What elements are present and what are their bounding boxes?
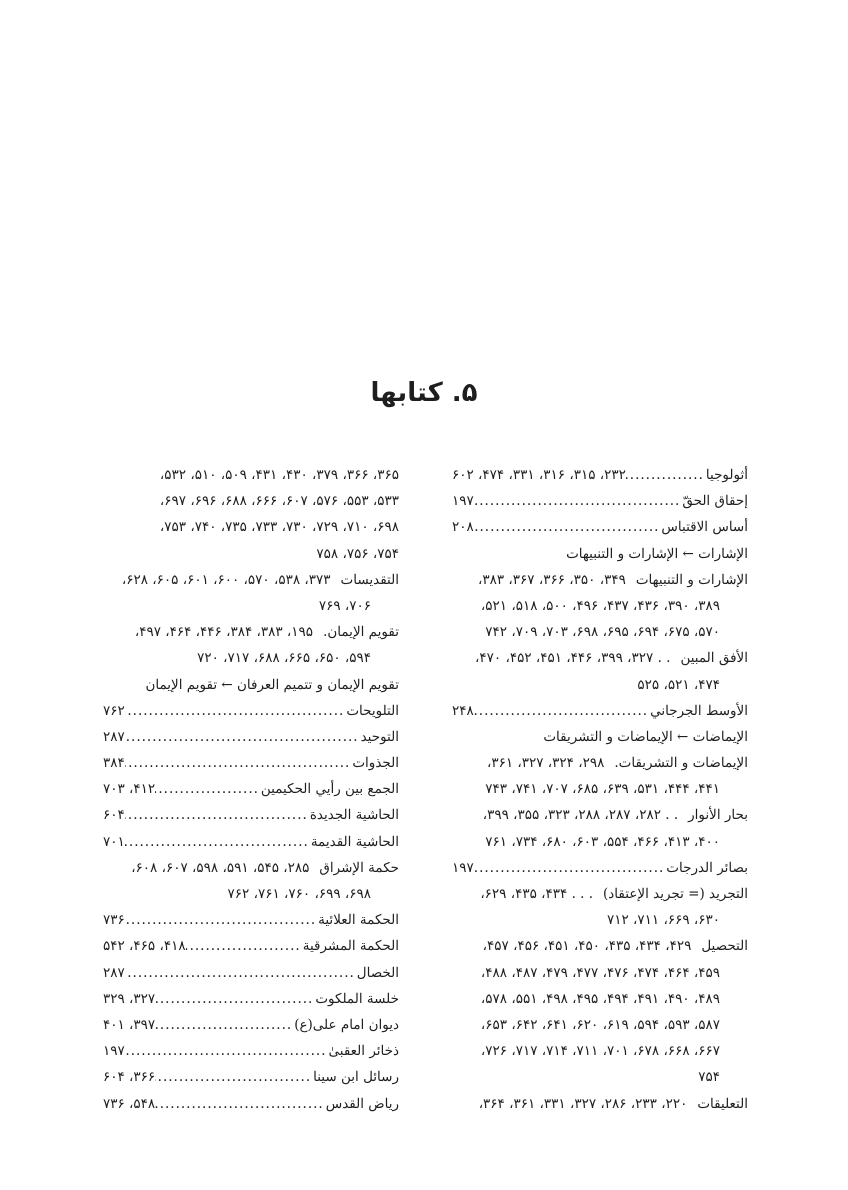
index-entry bbox=[452, 567, 748, 593]
page-numbers: ۲۳۲، ۳۱۵، ۳۱۶، ۳۳۱، ۴۷۴، ۶۰۲ bbox=[452, 467, 626, 483]
entry-title: التقديسات bbox=[340, 571, 399, 588]
page-numbers: ۷۰۶، ۷۶۹ bbox=[318, 597, 371, 614]
entry-title: الخصال bbox=[356, 964, 399, 981]
index-entry bbox=[103, 855, 399, 881]
index-entry bbox=[103, 986, 399, 1012]
entry-title: الجذوات bbox=[352, 755, 399, 772]
page-numbers: ۴۸۹، ۴۹۰، ۴۹۱، ۴۹۴، ۴۹۵، ۴۹۸، ۵۵۱، ۵۷۸، bbox=[480, 990, 720, 1007]
entry-title: خلسة الملكوت bbox=[315, 990, 399, 1007]
page-numbers: ۳۶۶، ۶۰۴ bbox=[103, 1069, 156, 1086]
entry-title: الإشارات ← الإشارات و التنبيهات bbox=[566, 545, 748, 562]
section-heading: ۵. کتابها bbox=[370, 378, 478, 408]
entry-title: التلويحات bbox=[346, 702, 399, 719]
page-numbers: ۷۰۱ bbox=[103, 833, 125, 850]
dot-leader bbox=[474, 855, 667, 881]
page-numbers: ۷۵۴ bbox=[698, 1069, 720, 1086]
page-numbers: ۲۰۸ bbox=[452, 519, 474, 536]
entry-title: التوحيد bbox=[360, 728, 399, 745]
entry-title: الأفق المبين bbox=[680, 650, 748, 667]
index-column-right bbox=[452, 462, 748, 1117]
page-numbers: ۴۰۰، ۴۱۳، ۴۶۶، ۵۵۴، ۶۰۳، ۶۸۰، ۷۳۴، ۷۶۱ bbox=[485, 833, 720, 850]
page-numbers: ۴۱۸، ۴۶۵، ۵۴۲ bbox=[103, 938, 186, 955]
entry-title: ديوان امام على(ع) bbox=[294, 1016, 399, 1033]
entry-title: تقويم الإيمان و تتميم العرفان ← تقويم الإيمان bbox=[145, 676, 399, 693]
entry-title: الأوسط الجرجاني bbox=[650, 702, 748, 719]
page-numbers: ۲۴۸ bbox=[452, 702, 474, 719]
page-numbers: ۷۵۴، ۷۵۶، ۷۵۸ bbox=[316, 545, 399, 562]
page-numbers: ۳۸۹، ۳۹۰، ۴۳۶، ۴۳۷، ۴۹۶، ۵۰۰، ۵۱۸، ۵۲۱، bbox=[480, 597, 720, 614]
page-numbers: ۲۸۷ bbox=[103, 728, 125, 745]
dot-leader bbox=[155, 776, 261, 802]
index-entry-continuation bbox=[103, 541, 399, 567]
page-numbers: ۴۵۹، ۴۶۴، ۴۷۴، ۴۷۶، ۴۷۷، ۴۷۹، ۴۸۷، ۴۸۸، bbox=[480, 964, 720, 981]
index-entry-continuation bbox=[103, 488, 399, 514]
page-numbers: . . . ۴۳۴، ۴۳۵، ۶۲۹، bbox=[480, 886, 594, 902]
entry-title: الجمع بين رأيي الحكيمين bbox=[260, 781, 399, 798]
dot-leader bbox=[155, 1091, 326, 1117]
dot-leader bbox=[125, 750, 353, 776]
page-numbers: ۵۳۳، ۵۵۳، ۵۷۶، ۶۰۷، ۶۶۶، ۶۸۸، ۶۹۶، ۶۹۷، bbox=[159, 493, 399, 510]
index-entry bbox=[452, 855, 748, 881]
index-entry-continuation bbox=[452, 672, 748, 698]
page-numbers: ۱۹۷ bbox=[452, 493, 474, 510]
index-column-left bbox=[103, 462, 399, 1117]
page-numbers: ۶۳۰، ۶۶۹، ۷۱۱، ۷۱۲ bbox=[606, 912, 720, 929]
index-entry bbox=[452, 645, 748, 671]
entry-title: الحاشية الجديدة bbox=[309, 807, 399, 824]
index-entry-continuation bbox=[452, 1012, 748, 1038]
dot-leader bbox=[626, 462, 706, 488]
index-entry bbox=[103, 802, 399, 828]
page-numbers: ۷۶۲ bbox=[103, 702, 125, 719]
index-entry-continuation bbox=[452, 1038, 748, 1064]
entry-title: أثولوجيا bbox=[705, 467, 748, 483]
index-entry-continuation bbox=[452, 960, 748, 986]
entry-title: الحكمة العلائية bbox=[318, 912, 399, 929]
index-entry bbox=[103, 776, 399, 802]
page-numbers: ۲۸۵، ۵۴۵، ۵۹۱، ۵۹۸، ۶۰۷، ۶۰۸، bbox=[131, 859, 310, 876]
index-entry bbox=[452, 881, 748, 907]
index-entry bbox=[452, 750, 748, 776]
page-numbers: ۳۲۷، ۳۲۹ bbox=[103, 990, 156, 1007]
index-entry bbox=[452, 802, 748, 828]
page-numbers: ۳۶۵، ۳۶۶، ۳۷۹، ۴۳۰، ۴۳۱، ۵۰۹، ۵۱۰، ۵۳۲، bbox=[159, 467, 399, 483]
page-numbers: ۳۹۷، ۴۰۱ bbox=[103, 1016, 156, 1033]
dot-leader bbox=[125, 907, 318, 933]
page-numbers: ۶۶۷، ۶۶۸، ۶۷۸، ۷۰۱، ۷۱۱، ۷۱۴، ۷۱۷، ۷۲۶، bbox=[480, 1043, 720, 1060]
index-entry bbox=[452, 724, 748, 750]
dot-leader bbox=[186, 933, 303, 959]
entry-title: الإيماضات و التشريقات. bbox=[614, 755, 748, 772]
index-entry bbox=[452, 488, 748, 514]
entry-title: ذخائر العقبیٰ bbox=[328, 1043, 399, 1060]
dot-leader bbox=[155, 986, 315, 1012]
entry-title: تقويم الإيمان. bbox=[323, 624, 399, 641]
page-numbers: ۴۱۲، ۷۰۳ bbox=[103, 781, 156, 798]
page-numbers: ۴۲۹، ۴۳۴، ۴۳۵، ۴۵۰، ۴۵۱، ۴۵۶، ۴۵۷، bbox=[482, 938, 692, 955]
dot-leader bbox=[125, 960, 357, 986]
entry-title: الإيماضات ← الإيماضات و التشريقات bbox=[543, 728, 748, 745]
index-entry-continuation bbox=[452, 776, 748, 802]
index-entry-continuation bbox=[452, 593, 748, 619]
index-entry-continuation bbox=[452, 1064, 748, 1090]
dot-leader bbox=[155, 1064, 313, 1090]
index-entry bbox=[452, 541, 748, 567]
page-numbers: ۱۹۷ bbox=[452, 859, 474, 876]
dot-leader bbox=[155, 1012, 294, 1038]
index-entry bbox=[103, 907, 399, 933]
page-numbers: ۲۸۷ bbox=[103, 964, 125, 981]
entry-title: الحاشية القديمة bbox=[310, 833, 399, 850]
index-entry bbox=[103, 567, 399, 593]
index-entry bbox=[103, 1012, 399, 1038]
page-numbers: ۳۷۳، ۵۳۸، ۵۷۰، ۶۰۰، ۶۰۱، ۶۰۵، ۶۲۸، bbox=[121, 571, 331, 588]
entry-title: بحار الأنوار bbox=[688, 807, 748, 824]
page-numbers: ۶۹۸، ۷۱۰، ۷۲۹، ۷۳۰، ۷۳۳، ۷۳۵، ۷۴۰، ۷۵۳، bbox=[159, 519, 399, 536]
page-numbers: ۲۹۸، ۳۲۴، ۳۲۷، ۳۶۱، bbox=[486, 755, 605, 772]
page-numbers: ۶۹۸، ۶۹۹، ۷۶۰، ۷۶۱، ۷۶۲ bbox=[227, 886, 371, 902]
index-entry bbox=[103, 619, 399, 645]
dot-leader bbox=[125, 1038, 329, 1064]
entry-title: رسائل ابن سينا bbox=[313, 1069, 399, 1086]
page-numbers: ۳۸۴ bbox=[103, 755, 125, 772]
index-entry bbox=[103, 933, 399, 959]
dot-leader bbox=[125, 802, 310, 828]
index-entry bbox=[103, 1064, 399, 1090]
entry-title: الحكمة المشرقية bbox=[302, 938, 399, 955]
entry-title: أساس الاقتباس bbox=[661, 519, 748, 536]
dot-leader bbox=[125, 698, 347, 724]
dot-leader bbox=[474, 488, 683, 514]
entry-title: التعليقات bbox=[697, 1095, 748, 1112]
entry-title: حكمة الإشراق bbox=[319, 859, 399, 876]
index-entry bbox=[452, 698, 748, 724]
index-entry-continuation bbox=[452, 986, 748, 1012]
index-entry-continuation bbox=[103, 881, 399, 907]
page-numbers: ۶۰۴ bbox=[103, 807, 125, 824]
index-entry-continuation bbox=[103, 462, 399, 488]
page-numbers: ۵۴۸، ۷۳۶ bbox=[103, 1095, 156, 1112]
page-numbers: . . ۲۸۲، ۲۸۷، ۲۸۸، ۳۲۳، ۳۵۵، ۳۹۹، bbox=[482, 807, 679, 824]
index-entry bbox=[103, 724, 399, 750]
entry-title: التحصيل bbox=[701, 938, 748, 955]
index-entry bbox=[103, 672, 399, 698]
index-entry bbox=[452, 933, 748, 959]
entry-title: التجريد (= تجريد الإعتقاد) bbox=[603, 886, 748, 902]
entry-title: الإشارات و التنبيهات bbox=[635, 571, 748, 588]
index-entry bbox=[452, 514, 748, 540]
page-numbers: ۵۹۴، ۶۵۰، ۶۶۵، ۶۸۸، ۷۱۷، ۷۲۰ bbox=[197, 650, 371, 667]
page-numbers: ۲۲۰، ۲۳۳، ۲۸۶، ۳۲۷، ۳۳۱، ۳۶۱، ۳۶۴، bbox=[478, 1095, 688, 1112]
page-numbers: ۴۷۴، ۵۲۱، ۵۲۵ bbox=[637, 676, 720, 693]
index-entry bbox=[103, 750, 399, 776]
page-numbers: ۵۷۰، ۶۷۵، ۶۹۴، ۶۹۵، ۶۹۸، ۷۰۳، ۷۰۹، ۷۴۲ bbox=[485, 624, 720, 641]
index-entry-continuation bbox=[452, 619, 748, 645]
index-entry-continuation bbox=[103, 593, 399, 619]
page-numbers: ۱۹۷ bbox=[103, 1043, 125, 1060]
dot-leader bbox=[474, 698, 650, 724]
dot-leader bbox=[474, 514, 662, 540]
entry-title: إحقاق الحقّ bbox=[682, 493, 748, 510]
dot-leader bbox=[125, 724, 361, 750]
index-entry bbox=[452, 462, 748, 488]
page-numbers: ۴۴۱، ۴۴۴، ۵۳۱، ۶۳۹، ۶۸۵، ۷۰۷، ۷۴۱، ۷۴۳ bbox=[485, 781, 720, 798]
page-numbers: ۵۸۷، ۵۹۳، ۵۹۴، ۶۱۹، ۶۲۰، ۶۴۱، ۶۴۲، ۶۵۳، bbox=[480, 1016, 720, 1033]
page-numbers: . . ۳۲۷، ۳۹۹، ۴۴۶، ۴۵۱، ۴۵۲، ۴۷۰، bbox=[475, 650, 671, 667]
index-entry bbox=[103, 829, 399, 855]
entry-title: بصائر الدرجات bbox=[666, 859, 748, 876]
index-entry-continuation bbox=[103, 645, 399, 671]
index-entry bbox=[103, 1038, 399, 1064]
index-entry-continuation bbox=[452, 829, 748, 855]
page-numbers: ۳۴۹، ۳۵۰، ۳۶۶، ۳۶۷، ۳۸۳، bbox=[478, 571, 626, 588]
index-entry bbox=[452, 1091, 748, 1117]
dot-leader bbox=[125, 829, 311, 855]
index-entry bbox=[103, 1091, 399, 1117]
page-numbers: ۱۹۵، ۳۸۳، ۳۸۴، ۴۴۶، ۴۶۴، ۴۹۷، bbox=[134, 624, 314, 641]
index-entry bbox=[103, 698, 399, 724]
index-entry-continuation bbox=[452, 907, 748, 933]
index-entry bbox=[103, 960, 399, 986]
page-numbers: ۷۳۶ bbox=[103, 912, 125, 929]
entry-title: رياض القدس bbox=[325, 1095, 399, 1112]
index-entry-continuation bbox=[103, 514, 399, 540]
